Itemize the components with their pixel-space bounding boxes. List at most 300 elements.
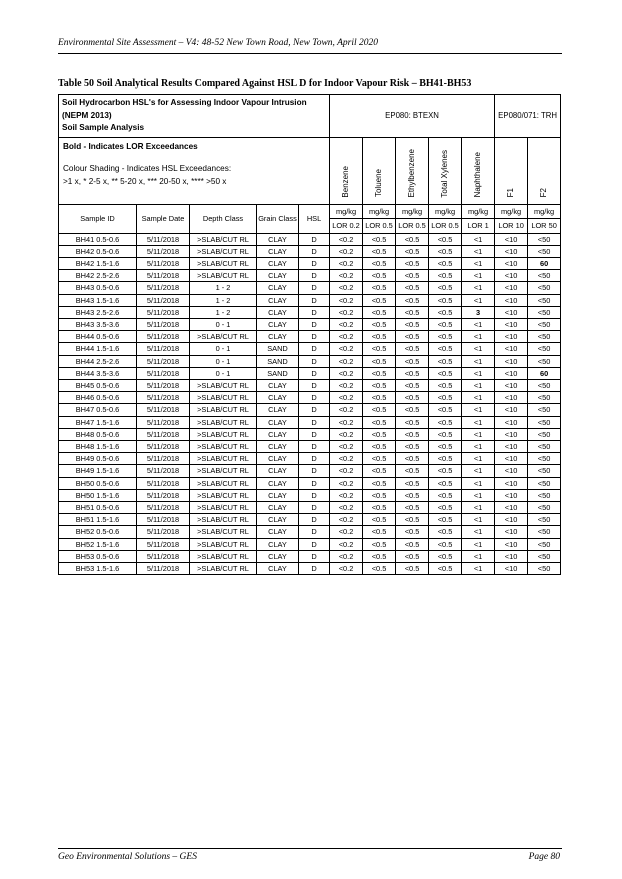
table-cell: BH47 0.5-0.6 [59,404,137,416]
table-cell: 5/11/2018 [137,318,190,330]
table-cell: >SLAB/CUT RL [190,257,257,269]
table-cell: BH45 0.5-0.6 [59,379,137,391]
unit-cell: mg/kg [363,204,396,219]
table-cell: BH53 0.5-0.6 [59,550,137,562]
table-cell: <50 [528,440,561,452]
table-cell: <10 [495,550,528,562]
table-cell: <0.5 [429,282,462,294]
table-cell: SAND [257,343,299,355]
table-cell: CLAY [257,270,299,282]
table-cell: D [299,440,330,452]
col-grain-class: Grain Class [257,204,299,233]
table-cell: <0.5 [363,550,396,562]
table-cell: <0.5 [429,465,462,477]
table-cell: 5/11/2018 [137,428,190,440]
table-cell: 5/11/2018 [137,550,190,562]
table-cell: <0.2 [330,282,363,294]
table-row [59,440,561,452]
table-cell: <0.5 [396,526,429,538]
table-cell: >SLAB/CUT RL [190,526,257,538]
table-cell: CLAY [257,392,299,404]
table-cell: D [299,416,330,428]
table-cell: SAND [257,367,299,379]
table-cell: <0.5 [396,343,429,355]
table-cell: <0.5 [363,318,396,330]
table-cell: <0.5 [363,453,396,465]
table-cell: 5/11/2018 [137,514,190,526]
table-cell: <50 [528,294,561,306]
table-cell: <50 [528,501,561,513]
table-row [59,501,561,513]
table-cell: <1 [462,416,495,428]
table-cell: <1 [462,257,495,269]
table-cell: <0.2 [330,245,363,257]
table-cell: CLAY [257,233,299,245]
table-cell: <0.5 [429,294,462,306]
table-cell: 0 - 1 [190,318,257,330]
table-row [59,416,561,428]
table-cell: 1 - 2 [190,294,257,306]
table-cell: <0.2 [330,379,363,391]
table-cell: BH44 1.5-1.6 [59,343,137,355]
group-btexn: EP080: BTEXN [330,95,495,138]
table-cell: <0.5 [429,331,462,343]
table-row [59,562,561,574]
table-cell: <1 [462,514,495,526]
table-cell: <10 [495,416,528,428]
table-cell: <0.5 [363,416,396,428]
table-cell: <10 [495,514,528,526]
table-cell: <1 [462,501,495,513]
table-cell: D [299,294,330,306]
group-trh: EP080/071: TRH [495,95,561,138]
table-cell: <50 [528,550,561,562]
table-cell: <0.2 [330,306,363,318]
table-cell: <10 [495,392,528,404]
unit-cell: mg/kg [429,204,462,219]
page-number: Page 80 [528,852,560,862]
table-cell: <0.2 [330,538,363,550]
table-cell: <0.5 [396,465,429,477]
table-cell: <0.5 [363,477,396,489]
table-cell: <0.2 [330,404,363,416]
table-cell: <1 [462,282,495,294]
table-cell: <50 [528,514,561,526]
table-cell: <0.5 [396,562,429,574]
table-cell: D [299,526,330,538]
table-cell: <0.2 [330,501,363,513]
table-cell: <50 [528,538,561,550]
table-cell: CLAY [257,550,299,562]
table-cell: >SLAB/CUT RL [190,331,257,343]
table-cell: <1 [462,562,495,574]
table-cell: <1 [462,477,495,489]
table-cell: D [299,355,330,367]
lor-cell: LOR 1 [462,219,495,234]
table-cell: <0.5 [429,257,462,269]
table-cell: 5/11/2018 [137,465,190,477]
table-cell: <50 [528,392,561,404]
col-sample-id: Sample ID [59,204,137,233]
table-cell: <0.5 [396,550,429,562]
table-cell: <0.5 [363,257,396,269]
table-cell: <50 [528,306,561,318]
table-cell: BH50 0.5-0.6 [59,477,137,489]
table-cell: <0.5 [396,416,429,428]
table-cell: <1 [462,245,495,257]
table-cell: <0.5 [396,367,429,379]
table-cell: CLAY [257,257,299,269]
table-cell: 0 - 1 [190,343,257,355]
table-row [59,489,561,501]
table-cell: <0.5 [363,282,396,294]
table-cell: D [299,501,330,513]
table-cell: 0 - 1 [190,355,257,367]
analyte-naphthalene: Naphthalene [462,137,495,204]
header-rule [58,53,562,54]
table-cell: <10 [495,428,528,440]
table-cell: <0.2 [330,477,363,489]
table-row [59,318,561,330]
table-cell: <10 [495,477,528,489]
table-cell: D [299,282,330,294]
table-cell: D [299,404,330,416]
table-cell: <1 [462,465,495,477]
col-depth-class: Depth Class [190,204,257,233]
table-cell: <0.2 [330,257,363,269]
table-cell: D [299,318,330,330]
table-cell: <0.5 [396,453,429,465]
table-cell: <0.5 [396,428,429,440]
unit-cell: mg/kg [396,204,429,219]
table-cell: <10 [495,465,528,477]
analyte-total-xylenes: Total Xylenes [429,137,462,204]
table-cell: BH44 0.5-0.6 [59,331,137,343]
table-cell: <0.2 [330,392,363,404]
table-row [59,379,561,391]
table-cell: CLAY [257,318,299,330]
table-cell: <10 [495,440,528,452]
table-cell: BH48 1.5-1.6 [59,440,137,452]
table-cell: <10 [495,453,528,465]
table-cell: 0 - 1 [190,367,257,379]
table-cell: BH46 0.5-0.6 [59,392,137,404]
table-cell: >SLAB/CUT RL [190,245,257,257]
table-cell: <50 [528,562,561,574]
table-cell: <0.2 [330,514,363,526]
table-cell: >SLAB/CUT RL [190,477,257,489]
table-cell: <0.5 [363,392,396,404]
table-row [59,465,561,477]
table-cell: <1 [462,392,495,404]
table-cell: <0.5 [396,306,429,318]
table-cell: >SLAB/CUT RL [190,538,257,550]
table-cell: <50 [528,282,561,294]
table-cell: >SLAB/CUT RL [190,379,257,391]
table-cell: <10 [495,379,528,391]
table-cell: >SLAB/CUT RL [190,416,257,428]
table-cell: <0.5 [396,440,429,452]
table-cell: >SLAB/CUT RL [190,428,257,440]
table-cell: <0.5 [429,392,462,404]
table-cell: CLAY [257,501,299,513]
table-cell: <0.5 [363,367,396,379]
table-row [59,367,561,379]
table-cell: CLAY [257,416,299,428]
table-row [59,404,561,416]
table-cell: D [299,343,330,355]
table-cell: <0.5 [363,294,396,306]
table-cell: >SLAB/CUT RL [190,392,257,404]
table-cell: CLAY [257,514,299,526]
table-cell: <0.5 [396,257,429,269]
table-cell: <1 [462,294,495,306]
table-cell: CLAY [257,453,299,465]
table-cell: D [299,331,330,343]
table-cell: BH43 0.5-0.6 [59,282,137,294]
table-cell: <0.5 [429,550,462,562]
table-cell: D [299,550,330,562]
table-cell: <1 [462,404,495,416]
table-cell: <50 [528,453,561,465]
table-cell: CLAY [257,477,299,489]
table-cell: BH44 3.5-3.6 [59,367,137,379]
table-cell: <0.5 [429,453,462,465]
table-cell: <1 [462,367,495,379]
table-cell: <1 [462,453,495,465]
table-cell: CLAY [257,465,299,477]
table-cell: <0.5 [363,489,396,501]
table-cell: <0.5 [363,526,396,538]
table-row [59,550,561,562]
table-cell: >SLAB/CUT RL [190,440,257,452]
table-cell: 5/11/2018 [137,489,190,501]
table-cell: <0.2 [330,294,363,306]
table-cell: >SLAB/CUT RL [190,233,257,245]
table-row [59,538,561,550]
table-cell: <10 [495,294,528,306]
table-cell: >SLAB/CUT RL [190,562,257,574]
table-cell: 5/11/2018 [137,367,190,379]
lor-cell: LOR 0.5 [429,219,462,234]
table-cell: <0.2 [330,416,363,428]
table-row [59,526,561,538]
table-cell: BH53 1.5-1.6 [59,562,137,574]
lor-cell: LOR 0.5 [363,219,396,234]
table-cell: BH41 0.5-0.6 [59,233,137,245]
table-cell: 1 - 2 [190,306,257,318]
table-cell: D [299,270,330,282]
table-cell: <10 [495,257,528,269]
table-row [59,343,561,355]
table-cell: <0.5 [429,501,462,513]
table-cell: <50 [528,404,561,416]
table-cell: <10 [495,367,528,379]
table-cell: CLAY [257,538,299,550]
soil-results-table [58,94,561,575]
table-cell: BH42 2.5-2.6 [59,270,137,282]
table-cell: <0.5 [363,331,396,343]
table-cell: <0.5 [396,282,429,294]
table-cell: >SLAB/CUT RL [190,514,257,526]
lor-cell: LOR 0.5 [396,219,429,234]
table-cell: <0.5 [429,416,462,428]
table-cell: <0.2 [330,318,363,330]
table-cell: BH49 1.5-1.6 [59,465,137,477]
table-cell: >SLAB/CUT RL [190,501,257,513]
table-cell: <0.5 [363,233,396,245]
table-cell: <0.5 [363,355,396,367]
table-cell: <50 [528,331,561,343]
table-cell: <10 [495,245,528,257]
running-header: Environmental Site Assessment – V4: 48-52 New Town Road, New Town, April 2020 [58,38,379,48]
table-cell: <0.5 [429,379,462,391]
table-cell: <10 [495,526,528,538]
table-cell: <0.2 [330,428,363,440]
table-legend: Bold - Indicates LOR Exceedances Colour Shading - Indicates HSL Exceedances: >1 x, * 2-5 x, ** 5-20 x, *** 20-50 x, **** >50 x [59,137,330,204]
table-title: Soil Hydrocarbon HSL's for Assessing Indoor Vapour Intrusion (NEPM 2013) Soil Sample Analysis [59,95,330,138]
lor-cell: LOR 0.2 [330,219,363,234]
table-cell: <0.5 [429,343,462,355]
unit-cell: mg/kg [462,204,495,219]
table-cell: 5/11/2018 [137,501,190,513]
table-cell: 1 - 2 [190,282,257,294]
analyte-benzene: Benzene [330,137,363,204]
table-cell: <0.5 [363,440,396,452]
table-cell: <0.5 [429,428,462,440]
table-cell: D [299,428,330,440]
table-cell: <0.2 [330,440,363,452]
table-cell: <10 [495,538,528,550]
table-cell: D [299,453,330,465]
table-cell: CLAY [257,428,299,440]
table-cell: <0.2 [330,453,363,465]
table-cell: <0.2 [330,343,363,355]
table-cell: BH43 1.5-1.6 [59,294,137,306]
table-cell: <50 [528,343,561,355]
table-cell: 5/11/2018 [137,440,190,452]
table-cell: <0.5 [363,306,396,318]
table-cell: <0.2 [330,562,363,574]
unit-cell: mg/kg [330,204,363,219]
table-cell: CLAY [257,562,299,574]
table-cell: <1 [462,355,495,367]
table-cell: D [299,379,330,391]
table-cell: CLAY [257,489,299,501]
table-row [59,331,561,343]
table-cell: >SLAB/CUT RL [190,453,257,465]
table-row [59,257,561,269]
table-cell: 5/11/2018 [137,526,190,538]
table-cell: <1 [462,379,495,391]
table-cell: SAND [257,355,299,367]
table-cell: <0.5 [363,538,396,550]
table-cell: CLAY [257,331,299,343]
table-cell: <0.5 [363,379,396,391]
table-cell: <50 [528,355,561,367]
table-cell: <50 [528,270,561,282]
table-cell: <10 [495,489,528,501]
table-cell: BH42 0.5-0.6 [59,245,137,257]
table-cell: 5/11/2018 [137,538,190,550]
table-row [59,514,561,526]
table-cell: 5/11/2018 [137,404,190,416]
table-cell: <0.5 [429,489,462,501]
table-cell: <0.5 [429,233,462,245]
table-cell: <0.5 [396,538,429,550]
table-cell: <0.5 [396,355,429,367]
table-cell: <0.5 [429,318,462,330]
table-cell: <50 [528,318,561,330]
table-cell: <50 [528,428,561,440]
table-cell: <0.5 [363,428,396,440]
table-cell: 5/11/2018 [137,306,190,318]
table-cell: CLAY [257,440,299,452]
col-hsl: HSL [299,204,330,233]
table-cell: 5/11/2018 [137,379,190,391]
table-cell: <1 [462,343,495,355]
table-cell: 5/11/2018 [137,392,190,404]
table-cell: <1 [462,440,495,452]
table-cell: <50 [528,233,561,245]
table-cell: >SLAB/CUT RL [190,465,257,477]
table-cell: <0.5 [429,404,462,416]
table-row [59,392,561,404]
lor-cell: LOR 50 [528,219,561,234]
table-cell: D [299,489,330,501]
table-cell: <0.5 [396,245,429,257]
table-cell: <0.5 [363,270,396,282]
table-row [59,294,561,306]
unit-cell: mg/kg [528,204,561,219]
table-cell: 5/11/2018 [137,245,190,257]
table-cell: CLAY [257,294,299,306]
table-cell: 5/11/2018 [137,270,190,282]
table-cell: <10 [495,331,528,343]
table-cell: <50 [528,416,561,428]
table-cell: <50 [528,526,561,538]
table-cell: <0.5 [396,294,429,306]
table-cell: BH43 2.5-2.6 [59,306,137,318]
table-cell: <0.5 [363,514,396,526]
table-cell: D [299,233,330,245]
table-cell: BH42 1.5-1.6 [59,257,137,269]
table-row [59,453,561,465]
table-cell: <0.5 [396,318,429,330]
table-cell: <0.5 [363,245,396,257]
table-cell: BH47 1.5-1.6 [59,416,137,428]
table-cell: 5/11/2018 [137,343,190,355]
table-caption: Table 50 Soil Analytical Results Compared Against HSL D for Indoor Vapour Risk – BH41-BH53 [58,78,472,89]
table-cell: 5/11/2018 [137,477,190,489]
table-cell: >SLAB/CUT RL [190,550,257,562]
table-cell: <1 [462,331,495,343]
analyte-row [59,137,561,204]
table-cell: 5/11/2018 [137,294,190,306]
table-cell: <10 [495,318,528,330]
table-cell: D [299,538,330,550]
table-cell: D [299,465,330,477]
table-cell: D [299,245,330,257]
table-row [59,270,561,282]
table-cell: <0.5 [396,514,429,526]
table-cell: CLAY [257,404,299,416]
table-cell: 5/11/2018 [137,257,190,269]
table-cell: BH51 1.5-1.6 [59,514,137,526]
table-body [59,233,561,575]
table-cell: <1 [462,489,495,501]
table-cell: <0.5 [396,331,429,343]
